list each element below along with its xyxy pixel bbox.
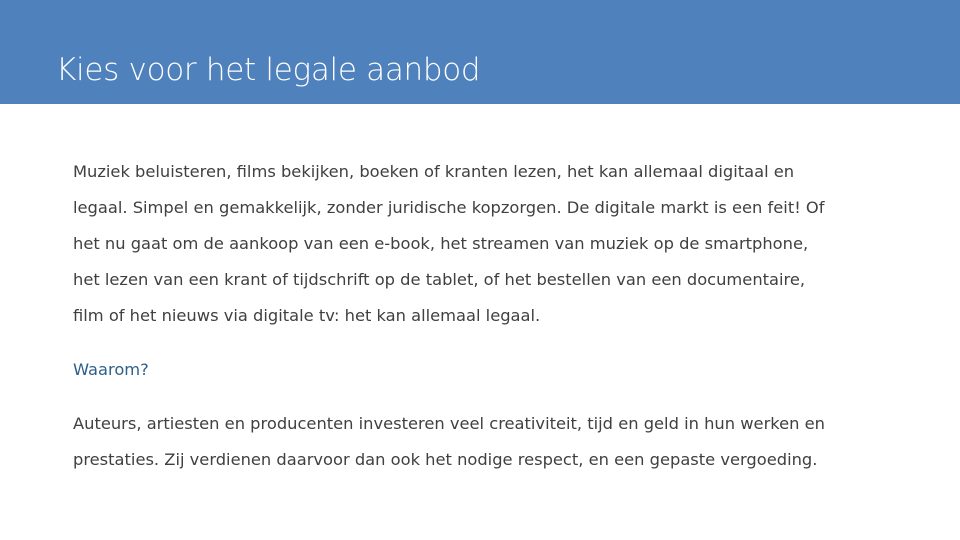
slide-content — [73, 154, 893, 478]
intro-paragraph-line: het lezen van een krant of tijdschrift op de tablet, of het bestellen van een documentaire, — [73, 270, 806, 289]
intro-paragraph — [73, 154, 893, 334]
reason-paragraph — [73, 406, 893, 478]
slide-title: Kies voor het legale aanbod — [56, 52, 481, 88]
intro-paragraph-line: film of het nieuws via digitale tv: het kan allemaal legaal. — [73, 306, 541, 325]
subheading-why: Waarom? — [73, 360, 149, 379]
intro-paragraph-line: Muziek beluisteren, films bekijken, boeken of kranten lezen, het kan allemaal digitaal en — [73, 162, 795, 181]
reason-paragraph-line: prestaties. Zij verdienen daarvoor dan ook het nodige respect, en een gepaste vergoeding. — [73, 450, 818, 469]
reason-paragraph-line: Auteurs, artiesten en producenten investeren veel creativiteit, tijd en geld in hun werken en — [73, 414, 825, 433]
intro-paragraph-line: legaal. Simpel en gemakkelijk, zonder juridische kopzorgen. De digitale markt is een feit! Of — [73, 198, 825, 217]
intro-paragraph-line: het nu gaat om de aankoop van een e-book, het streamen van muziek op de smartphone, — [73, 234, 809, 253]
title-bar — [0, 0, 960, 104]
